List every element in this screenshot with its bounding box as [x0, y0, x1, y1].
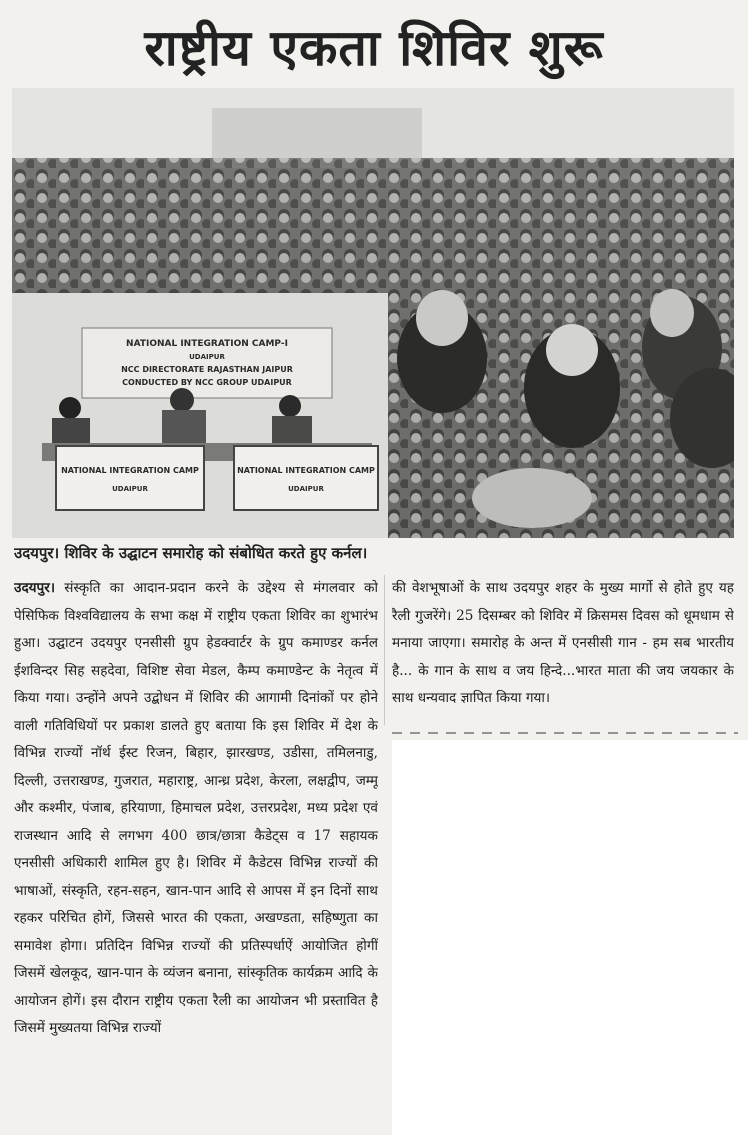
- table-banner-right-line-2: UDAIPUR: [288, 485, 324, 493]
- column-divider: [384, 575, 385, 725]
- news-photo: [12, 88, 734, 538]
- backdrop-line-1: NATIONAL INTEGRATION CAMP-I: [126, 339, 288, 349]
- headline: राष्ट्रीय एकता शिविर शुरू: [144, 19, 604, 77]
- table-banner-left: [56, 446, 204, 510]
- backdrop-line-3: NCC DIRECTORATE RAJASTHAN JAIPUR: [121, 365, 293, 374]
- table-banner-right: [234, 446, 378, 510]
- article-column-right: [392, 575, 734, 725]
- clipping-edge: [392, 732, 738, 734]
- backdrop-line-4: CONDUCTED BY NCC GROUP UDAIPUR: [122, 378, 292, 387]
- photo-caption: उदयपुर। शिविर के उद्घाटन समारोह को संबोधित करते हुए कर्नल।: [14, 544, 368, 562]
- table-banner-left-line-2: UDAIPUR: [112, 485, 148, 493]
- backdrop-line-2: UDAIPUR: [189, 353, 225, 361]
- table-banner-left-line-1: NATIONAL INTEGRATION CAMP: [61, 466, 199, 475]
- article-column-left: [14, 575, 378, 1130]
- blank-paper-area: [392, 740, 748, 1135]
- article-dateline: उदयपुर।: [14, 580, 55, 596]
- table-banner-right-line-1: NATIONAL INTEGRATION CAMP: [237, 466, 375, 475]
- photo-illustration: [12, 88, 734, 538]
- article-text-left: संस्कृति का आदान-प्रदान करने के उद्देश्य से मंगलवार को पेसिफिक विश्वविद्यालय के सभा कक्ष में राष्ट्रीय एकता शिविर का शुभारंभ हुआ। उद्घाटन उदयपुर एनसीसी ग्रुप हेडक्वार्टर के ग्रुप कमाण्डर कर्नल ईशविन्दर सिह सहदेवा, विशिष्ट सेवा मेडल, कैम्प कमाण्डेन्ट के नेतृत्व में किया गया। उन्होंने अपने उद्बोधन में शिविर की आगामी दिनांकों पर होने वाली गतिविधियों पर प्रकाश डालते हुए बताया कि इस शिविर में देश के विभिन्न राज्यों नॉर्थ ईस्ट रिजन, बिहार, झारखण्ड, उडीसा, तमिलनाडु, दिल्ली, उत्तराखण्ड, गुजरात, महाराष्ट्र, आन्ध्र प्रदेश, केरला, लक्षद्वीप, जम्मू और कश्मीर, पंजाब, हरियाणा, हिमाचल प्रदेश, उत्तरप्रदेश, मध्य प्रदेश एवं राजस्थान आदि से लगभग 400 छात्र/छात्रा कैडेट्स व 17 सहायक एनसीसी अधिकारी शामिल हुए है। शिविर में कैडेटस विभिन्न राज्यों की भाषाओं, संस्कृति, रहन-सहन, खान-पान आदि से आपस में इन दिनों साथ रहकर परिचित होगें, जिससे भारत की एकता, अखण्डता, सहिष्णुता का समावेश होगा। प्रतिदिन विभिन्न राज्यों की प्रतिस्पर्धाऐं आयोजित होगीं जिसमें खेलकूद, खान-पान के व्यंजन बनाना, सांस्कृतिक कार्यक्रम आदि के आयोजन होगें। इस दौरान राष्ट्रीय एकता रैली का आयोजन भी प्रस्तावित है जिसमें मुख्यतया विभिन्न राज्यों: [14, 580, 378, 1036]
- article-text-right: की वेशभूषाओं के साथ उदयपुर शहर के मुख्य मार्गो से होते हुए यह रैली गुजरेंगे। 25 दिसम्बर को शिविर में क्रिसमस दिवस को धूमधाम से मनाया जाएगा। समारोह के अन्त में एनसीसी गान - हम सब भारतीय है... के गान के साथ व जय हिन्दे...भारत माता की जय जयकार के साथ धन्यवाद ज्ञापित किया गया।: [392, 580, 734, 706]
